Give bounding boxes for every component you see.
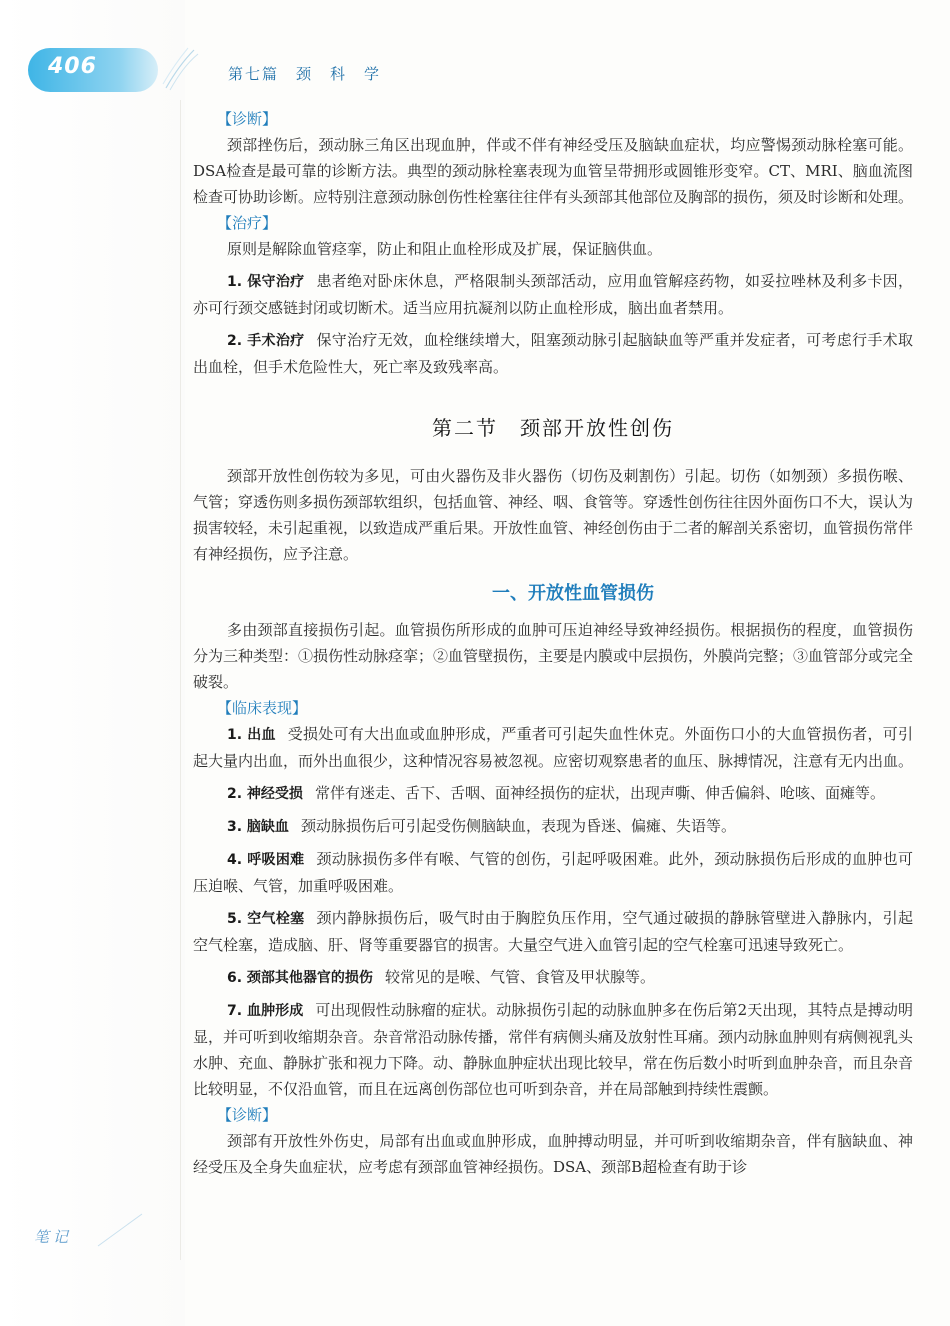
subsection-title: 一、开放性血管损伤: [492, 583, 654, 604]
treatment-item: [193, 268, 913, 321]
notes-pen-stroke-icon: [96, 1210, 146, 1250]
clinical-item-text: 常伴有迷走、舌下、舌咽、面神经损伤的症状，出现声嘶、伸舌偏斜、呛咳、面瘫等。: [314, 784, 885, 802]
notes-label: 笔记: [34, 1228, 73, 1246]
subsection-intro: 多由颈部直接损伤引起。血管损伤所形成的血肿可压迫神经导致神经损伤。根据损伤的程度，血管损伤分为三种类型：①损伤性动脉痉挛；②血管壁损伤，主要是内膜或中层损伤，外膜尚完整；③血管部分或完全破裂。: [193, 621, 914, 691]
clinical-item-number: 5. 空气栓塞: [227, 911, 305, 927]
treatment-intro: 原则是解除血管痉挛，防止和阻止血栓形成及扩展，保证脑供血。: [227, 240, 663, 258]
section-title: 第二节 颈部开放性创伤: [432, 416, 674, 440]
clinical-item-number: 7. 血肿形成: [227, 1003, 304, 1019]
clinical-item-number: 6. 颈部其他器官的损伤: [227, 970, 373, 986]
section-intro: 颈部开放性创伤较为多见，可由火器伤及非火器伤（切伤及刺割伤）引起。切伤（如刎颈）多损伤喉、气管；穿透伤则多损伤颈部软组织，包括血管、神经、咽、食管等。穿透性创伤往往因外面伤口不大，误认为损害较轻，未引起重视，以致造成严重后果。开放性血管、神经创伤由于二者的解剖关系密切，血管损伤常伴有神经损伤，应予注意。: [193, 467, 914, 563]
clinical-item: [193, 997, 913, 1102]
clinical-item: [193, 813, 913, 840]
clinical-item: [193, 846, 913, 899]
treatment-heading: 【治疗】: [217, 214, 278, 232]
clinical-item: [193, 964, 913, 991]
clinical-item: [193, 905, 913, 958]
diagnosis-paragraph: 颈部挫伤后，颈动脉三角区出现血肿，伴或不伴有神经受压及脑缺血症状，均应警惕颈动脉栓塞可能。DSA检查是最可靠的诊断方法。典型的颈动脉栓塞表现为血管呈带拥形或圆锥形变窄。CT、MRI、脑血流图检查可协助诊断。应特别注意颈动脉创伤性栓塞往往伴有头颈部其他部位及胸部的损伤，须及时诊断和处理。: [193, 136, 914, 206]
clinical-item-text: 较常见的是喉、气管、食管及甲状腺等。: [384, 968, 655, 986]
treatment-item-number: 2. 手术治疗: [227, 333, 305, 349]
page-number: 406: [48, 54, 97, 79]
treatment-item-number: 1. 保守治疗: [227, 274, 305, 290]
clinical-item: [193, 780, 913, 807]
clinical-heading: 【临床表现】: [217, 699, 308, 717]
left-margin-band: [0, 0, 185, 1326]
treatment-item-text: 保守治疗无效，血栓继续增大，阻塞颈动脉引起脑缺血等严重并发症者，可考虑行手术取出血栓，但手术危险性大，死亡率及致残率高。: [193, 331, 913, 376]
treatment-item: [193, 327, 913, 380]
running-header-title: 第七篇 颈 科 学: [228, 65, 382, 83]
margin-rule: [180, 100, 181, 1260]
diagnosis-heading: 【诊断】: [217, 110, 278, 128]
clinical-item-number: 1. 出血: [227, 727, 276, 743]
diagnosis-heading-2: 【诊断】: [217, 1106, 278, 1124]
page-content: [193, 106, 913, 1180]
clinical-item-text: 可出现假性动脉瘤的症状。动脉损伤引起的动脉血肿多在伤后第2天出现，其特点是搏动明显，并可听到收缩期杂音。杂音常沿动脉传播，常伴有病侧头痛及放射性耳痛。颈内动脉血肿则有病侧视乳头水肿、充血、静脉扩张和视力下降。动、静脉血肿症状出现比较早，常在伤后数小时听到血肿杂音，而且杂音比较明显，不仅沿血管，而且在远离创伤部位也可听到杂音，并在局部触到持续性震颤。: [193, 1001, 914, 1098]
clinical-item-text: 颈内静脉损伤后，吸气时由于胸腔负压作用，空气通过破损的静脉管壁进入静脉内，引起空气栓塞，造成脑、肝、肾等重要器官的损害。大量空气进入血管引起的空气栓塞可迅速导致死亡。: [193, 909, 913, 954]
diagnosis-paragraph-2: 颈部有开放性外伤史，局部有出血或血肿形成，血肿搏动明显，并可听到收缩期杂音，伴有脑缺血、神经受压及全身失血症状，应考虑有颈部血管神经损伤。DSA、颈部B超检查有助于诊: [193, 1132, 913, 1176]
clinical-item-number: 4. 呼吸困难: [227, 852, 305, 868]
clinical-item: [193, 721, 913, 774]
decorative-swoosh-icon: [160, 44, 200, 94]
clinical-item-text: 颈动脉损伤后可引起受伤侧脑缺血，表现为昏迷、偏瘫、失语等。: [300, 817, 736, 835]
clinical-item-number: 2. 神经受损: [227, 786, 303, 802]
clinical-item-text: 受损处可有大出血或血肿形成，严重者可引起失血性休克。外面伤口小的大血管损伤者，可引起大量内出血，而外出血很少，这种情况容易被忽视。应密切观察患者的血压、脉搏情况，注意有无内出血。: [193, 725, 914, 770]
clinical-item-text: 颈动脉损伤多伴有喉、气管的创伤，引起呼吸困难。此外，颈动脉损伤后形成的血肿也可压迫喉、气管，加重呼吸困难。: [193, 850, 913, 895]
treatment-item-text: 患者绝对卧床休息，严格限制头颈部活动，应用血管解痉药物，如妥拉唑林及利多卡因，亦可行颈交感链封闭或切断术。适当应用抗凝剂以防止血栓形成，脑出血者禁用。: [193, 272, 913, 317]
clinical-item-number: 3. 脑缺血: [227, 819, 289, 835]
